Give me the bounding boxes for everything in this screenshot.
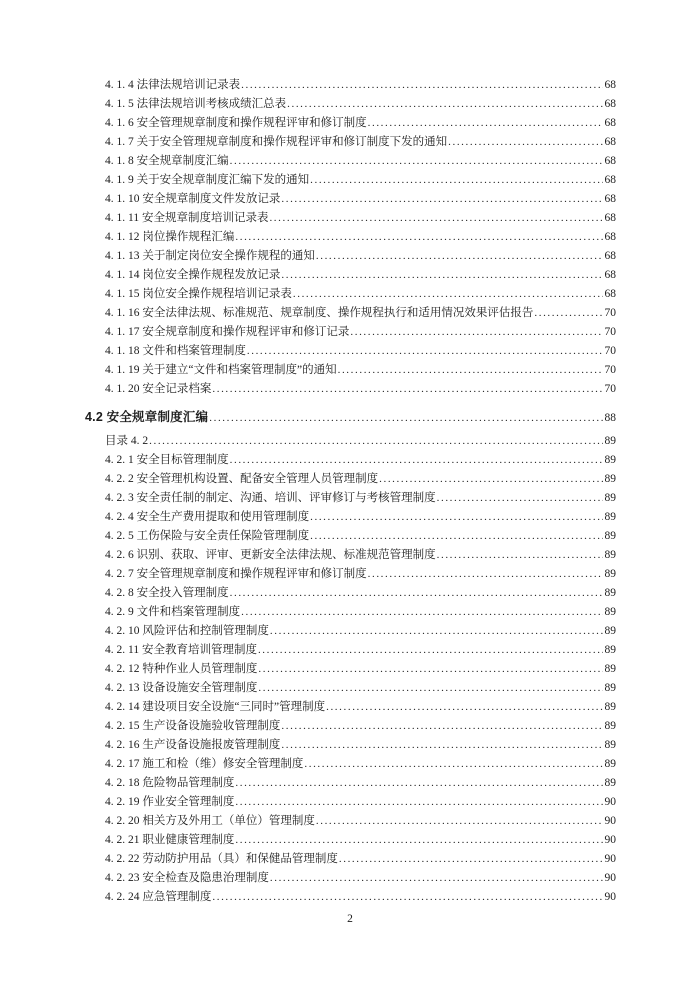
toc-page-number: 89 (604, 549, 616, 561)
dot-leader (230, 584, 603, 603)
toc-entry-label: 4. 2. 3 安全责任制的制定、沟通、培训、评审修订与考核管理制度 (105, 492, 436, 504)
dot-leader (149, 432, 602, 451)
toc-page-number: 68 (604, 193, 616, 205)
toc-entry-label: 4. 2. 19 作业安全管理制度 (105, 796, 235, 808)
toc-page-number: 89 (604, 492, 616, 504)
dot-leader (350, 323, 602, 342)
toc-entry-label: 4. 2. 21 职业健康管理制度 (105, 834, 235, 846)
toc-entry[interactable] (85, 888, 616, 907)
toc-page-number: 90 (604, 834, 616, 846)
toc-entry-label: 4. 2. 1 安全目标管理制度 (105, 454, 229, 466)
toc-entry-label: 4. 2. 8 安全投入管理制度 (105, 587, 229, 599)
toc-section-heading[interactable] (85, 407, 616, 427)
dot-leader (235, 831, 602, 850)
toc-page-number: 68 (604, 231, 616, 243)
page-number: 2 (347, 913, 353, 925)
dot-leader (258, 641, 603, 660)
toc-entry[interactable] (85, 508, 616, 527)
toc-page-number: 90 (604, 891, 616, 903)
dot-leader (368, 565, 603, 584)
dot-leader (247, 342, 603, 361)
toc-entry[interactable] (85, 527, 616, 546)
toc-page-number: 89 (604, 625, 616, 637)
toc-entry-label: 4. 1. 5 法律法规培训考核成绩汇总表 (105, 98, 287, 110)
dot-leader (281, 190, 602, 209)
toc-page-number: 89 (604, 720, 616, 732)
toc-entry[interactable] (85, 323, 616, 342)
dot-leader (235, 774, 602, 793)
dot-leader (209, 408, 602, 427)
toc-page-number: 70 (604, 364, 616, 376)
dot-leader (241, 76, 602, 95)
toc-entry[interactable] (85, 793, 616, 812)
toc-entry[interactable] (85, 342, 616, 361)
toc-entry[interactable] (85, 209, 616, 228)
toc-entry-label: 4. 1. 10 安全规章制度文件发放记录 (105, 193, 281, 205)
toc-entry-label: 4. 2. 23 安全检查及隐患治理制度 (105, 872, 269, 884)
dot-leader (316, 247, 603, 266)
toc-page-number: 89 (604, 644, 616, 656)
toc-entry[interactable] (85, 717, 616, 736)
toc-entry[interactable] (85, 380, 616, 399)
toc-entry[interactable] (85, 451, 616, 470)
dot-leader (235, 228, 602, 247)
toc-entry-label: 4. 2. 10 风险评估和控制管理制度 (105, 625, 269, 637)
toc-page-number: 89 (604, 473, 616, 485)
dot-leader (293, 285, 603, 304)
toc-entry[interactable] (85, 266, 616, 285)
toc-entry-label: 目录 4. 2 (105, 435, 149, 447)
dot-leader (287, 95, 602, 114)
toc-page-number: 68 (604, 79, 616, 91)
toc-page-number: 70 (604, 345, 616, 357)
toc-page-number: 89 (604, 511, 616, 523)
toc-page-number: 89 (604, 682, 616, 694)
dot-leader (326, 698, 602, 717)
dot-leader (270, 622, 603, 641)
toc-page-number: 68 (604, 212, 616, 224)
toc-page-number: 89 (604, 663, 616, 675)
toc-page-number: 90 (604, 815, 616, 827)
toc-entry[interactable] (85, 641, 616, 660)
toc-page-number: 68 (604, 250, 616, 262)
toc-entry[interactable] (85, 831, 616, 850)
toc-page-number: 88 (604, 412, 616, 424)
toc-page-number: 89 (604, 701, 616, 713)
toc-entry[interactable] (85, 95, 616, 114)
dot-leader (379, 470, 602, 489)
toc-entry[interactable] (85, 470, 616, 489)
toc-entry-label: 4. 1. 11 安全规章制度培训记录表 (105, 212, 269, 224)
toc-entry-label: 4. 2. 14 建设项目安全设施“三同时”管理制度 (105, 701, 326, 713)
toc-entry[interactable] (85, 869, 616, 888)
toc-page-number: 68 (604, 155, 616, 167)
toc-page-number: 68 (604, 136, 616, 148)
dot-leader (230, 152, 603, 171)
dot-leader (448, 133, 602, 152)
toc-entry[interactable] (85, 736, 616, 755)
toc-entry[interactable] (85, 361, 616, 380)
toc-page-number: 68 (604, 117, 616, 129)
dot-leader (339, 850, 603, 869)
dot-leader (241, 603, 602, 622)
toc-entry[interactable] (85, 565, 616, 584)
toc-entry[interactable] (85, 171, 616, 190)
toc-entry-label: 4.2 安全规章制度汇编 (85, 410, 209, 424)
toc-entry[interactable] (85, 679, 616, 698)
toc-entry[interactable] (85, 285, 616, 304)
toc-entry-label: 4. 1. 9 关于安全规章制度汇编下发的通知 (105, 174, 310, 186)
toc-entry-label: 4. 2. 7 安全管理规章制度和操作规程评审和修订制度 (105, 568, 367, 580)
dot-leader (269, 209, 602, 228)
toc-entry-label: 4. 2. 5 工伤保险与安全责任保险管理制度 (105, 530, 310, 542)
toc-entry[interactable] (85, 114, 616, 133)
toc-entry[interactable] (85, 190, 616, 209)
toc-entry-label: 4. 2. 22 劳动防护用品（具）和保健品管理制度 (105, 853, 338, 865)
toc-entry[interactable] (85, 698, 616, 717)
toc-entry[interactable] (85, 432, 616, 451)
toc-entry-label: 4. 1. 4 法律法规培训记录表 (105, 79, 241, 91)
dot-leader (310, 508, 602, 527)
toc-entry[interactable] (85, 546, 616, 565)
toc-entry-label: 4. 1. 17 安全规章制度和操作规程评审和修订记录 (105, 326, 350, 338)
dot-leader (310, 527, 602, 546)
dot-leader (310, 171, 602, 190)
toc-entry-label: 4. 2. 9 文件和档案管理制度 (105, 606, 241, 618)
toc-entry[interactable] (85, 755, 616, 774)
toc-page-number: 70 (604, 383, 616, 395)
toc-page-number: 90 (604, 872, 616, 884)
toc-entry[interactable] (85, 622, 616, 641)
toc-entry-label: 4. 2. 12 特种作业人员管理制度 (105, 663, 258, 675)
toc-entry-label: 4. 1. 20 安全记录档案 (105, 383, 212, 395)
toc-entry[interactable] (85, 660, 616, 679)
toc-entry-label: 4. 1. 16 安全法律法规、标准规范、规章制度、操作规程执行和适用情况效果评估报告 (105, 307, 534, 319)
toc-entry[interactable] (85, 584, 616, 603)
toc-page-number: 68 (604, 269, 616, 281)
toc-entry-label: 4. 2. 11 安全教育培训管理制度 (105, 644, 257, 656)
toc-page-number: 68 (604, 288, 616, 300)
toc-page-number: 89 (604, 568, 616, 580)
toc-page-number: 89 (604, 435, 616, 447)
dot-leader (281, 736, 602, 755)
dot-leader (304, 755, 602, 774)
toc-list (85, 76, 616, 907)
toc-page-number: 89 (604, 758, 616, 770)
toc-entry-label: 4. 2. 24 应急管理制度 (105, 891, 212, 903)
toc-entry[interactable] (85, 812, 616, 831)
toc-page-number: 70 (604, 307, 616, 319)
toc-entry-label: 4. 2. 13 设备设施安全管理制度 (105, 682, 258, 694)
toc-entry-label: 4. 1. 18 文件和档案管理制度 (105, 345, 246, 357)
toc-page-number: 89 (604, 606, 616, 618)
toc-page-number: 90 (604, 796, 616, 808)
toc-entry-label: 4. 1. 15 岗位安全操作规程培训记录表 (105, 288, 292, 300)
toc-page-number: 89 (604, 739, 616, 751)
dot-leader (230, 451, 603, 470)
dot-leader (437, 489, 603, 508)
toc-page-number: 68 (604, 174, 616, 186)
toc-entry[interactable] (85, 850, 616, 869)
dot-leader (534, 304, 602, 323)
dot-leader (437, 546, 603, 565)
dot-leader (338, 361, 603, 380)
toc-entry[interactable] (85, 603, 616, 622)
toc-entry-label: 4. 1. 13 关于制定岗位安全操作规程的通知 (105, 250, 315, 262)
toc-entry[interactable] (85, 133, 616, 152)
toc-entry-label: 4. 2. 15 生产设备设施验收管理制度 (105, 720, 281, 732)
toc-entry[interactable] (85, 774, 616, 793)
toc-page-number: 89 (604, 777, 616, 789)
toc-entry-label: 4. 1. 14 岗位安全操作规程发放记录 (105, 269, 281, 281)
dot-leader (212, 380, 602, 399)
toc-entry[interactable] (85, 247, 616, 266)
toc-entry-label: 4. 2. 6 识别、获取、评审、更新安全法律法规、标准规范管理制度 (105, 549, 436, 561)
toc-entry-label: 4. 2. 18 危险物品管理制度 (105, 777, 235, 789)
toc-page-number: 70 (604, 326, 616, 338)
toc-entry-label: 4. 2. 2 安全管理机构设置、配备安全管理人员管理制度 (105, 473, 379, 485)
toc-entry-label: 4. 1. 8 安全规章制度汇编 (105, 155, 229, 167)
dot-leader (368, 114, 603, 133)
dot-leader (316, 812, 603, 831)
dot-leader (212, 888, 602, 907)
toc-entry[interactable] (85, 489, 616, 508)
toc-entry[interactable] (85, 304, 616, 323)
dot-leader (281, 266, 602, 285)
toc-entry-label: 4. 1. 6 安全管理规章制度和操作规程评审和修订制度 (105, 117, 367, 129)
toc-page-number: 89 (604, 454, 616, 466)
dot-leader (235, 793, 602, 812)
toc-entry[interactable] (85, 152, 616, 171)
toc-entry-label: 4. 1. 19 关于建立“文件和档案管理制度”的通知 (105, 364, 337, 376)
toc-entry-label: 4. 1. 12 岗位操作规程汇编 (105, 231, 235, 243)
dot-leader (270, 869, 603, 888)
toc-entry[interactable] (85, 228, 616, 247)
toc-entry-label: 4. 2. 4 安全生产费用提取和使用管理制度 (105, 511, 310, 523)
toc-page-number: 89 (604, 530, 616, 542)
dot-leader (258, 660, 602, 679)
toc-page-number: 68 (604, 98, 616, 110)
toc-entry-label: 4. 2. 17 施工和检（维）修安全管理制度 (105, 758, 304, 770)
toc-page-number: 89 (604, 587, 616, 599)
toc-page-number: 90 (604, 853, 616, 865)
dot-leader (258, 679, 602, 698)
page-footer (0, 913, 700, 925)
toc-entry-label: 4. 2. 16 生产设备设施报废管理制度 (105, 739, 281, 751)
toc-entry-label: 4. 2. 20 相关方及外用工（单位）管理制度 (105, 815, 315, 827)
toc-entry[interactable] (85, 76, 616, 95)
dot-leader (281, 717, 602, 736)
toc-entry-label: 4. 1. 7 关于安全管理规章制度和操作规程评审和修订制度下发的通知 (105, 136, 448, 148)
